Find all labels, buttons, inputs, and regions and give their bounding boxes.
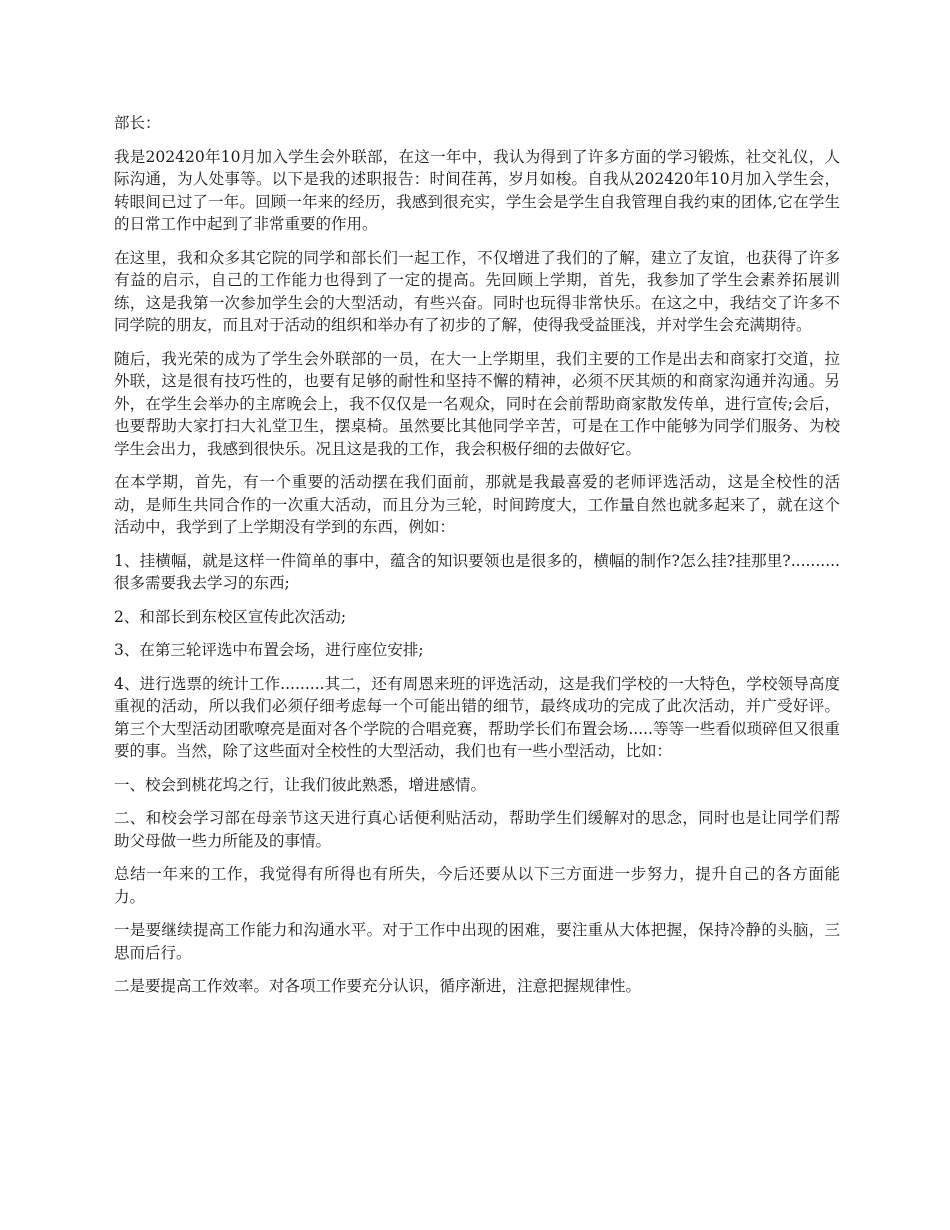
- paragraph-this-semester: 在本学期，首先，有一个重要的活动摆在我们面前，那就是我最喜爱的老师评选活动，这是全校性的活动，是师生共同合作的一次重大活动，而且分为三轮，时间跨度大，工作量自然也就多起来了，就在这个活动中，我学到了上学期没有学到的东西，例如：: [114, 473, 840, 536]
- paragraph-experience: 在这里，我和众多其它院的同学和部长们一起工作，不仅增进了我们的了解，建立了友谊，也获得了许多有益的启示，自己的工作能力也得到了一定的提高。先回顾上学期，首先，我参加了学生会素养拓展训练，这是我第一次参加学生会的大型活动，有些兴奋。同时也玩得非常快乐。在这之中，我结交了许多不同学院的朋友，而且对于活动的组织和举办有了初步的了解，使得我受益匪浅，并对学生会充满期待。: [114, 248, 840, 334]
- salutation: 部长：: [114, 114, 161, 132]
- improvement-point-2: 二是要提高工作效率。对各项工作要充分认识，循序渐进，注意把握规律性。: [114, 977, 642, 995]
- paragraph-intro: 我是202420年10月加入学生会外联部，在这一年中，我认为得到了许多方面的学习锻炼，社交礼仪，人际沟通，为人处事等。以下是我的述职报告：时间荏苒，岁月如梭。自我从202420年10月加入学生会，转眼间已过了一年。回顾一年来的经历，我感到很充实，学生会是学生自我管理自我约束的团体,它在学生的日常工作中起到了非常重要的作用。: [114, 147, 840, 233]
- small-activity-1: 一、校会到桃花坞之行，让我们彼此熟悉，增进感情。: [114, 775, 487, 794]
- list-item-2: 2、和部长到东校区宣传此次活动;: [114, 607, 347, 626]
- improvement-point-1: 一是要继续提高工作能力和沟通水平。对于工作中出现的困难，要注重从大体把握，保持冷静的头脑，三思而后行。: [114, 921, 840, 962]
- list-item-1: 1、挂横幅，就是这样一件简单的事中，蕴含的知识要领也是很多的，横幅的制作?怎么挂?挂那里?..........很多需要我去学习的东西;: [114, 551, 840, 592]
- paragraph-summary: 总结一年来的工作，我觉得有所得也有所失，今后还要从以下三方面进一步努力，提升自己的各方面能力。: [114, 865, 840, 906]
- paragraph-outreach-work: 随后，我光荣的成为了学生会外联部的一员，在大一上学期里，我们主要的工作是出去和商家打交道，拉外联，这是很有技巧性的，也要有足够的耐性和坚持不懈的精神，必须不厌其烦的和商家沟通并沟通。另外，在学生会举办的主席晚会上，我不仅仅是一名观众，同时在会前帮助商家散发传单，进行宣传;会后，也要帮助大家打扫大礼堂卫生，摆桌椅。虽然要比其他同学辛苦，可是在工作中能够为同学们服务、为校学生会出力，我感到很快乐。况且这是我的工作，我会积极仔细的去做好它。: [114, 349, 840, 458]
- list-item-4: 4、进行选票的统计工作.........其二，还有周恩来班的评选活动，这是我们学校的一大特色，学校领导高度重视的活动，所以我们必须仔细考虑每一个可能出错的细节，最终成功的完成了此次活动，并广受好评。第三个大型活动团歌嘹亮是面对各个学院的合唱竞赛，帮助学长们布置会场.....等等一些看似琐碎但又很重要的事。当然，除了这些面对全校性的大型活动，我们也有一些小型活动，比如：: [114, 674, 840, 760]
- document-body: [114, 112, 840, 1009]
- list-item-3: 3、在第三轮评选中布置会场，进行座位安排;: [114, 641, 424, 659]
- small-activity-2: 二、和校会学习部在母亲节这天进行真心话便利贴活动，帮助学生们缓解对的思念，同时也是让同学们帮助父母做一些力所能及的事情。: [114, 809, 840, 850]
